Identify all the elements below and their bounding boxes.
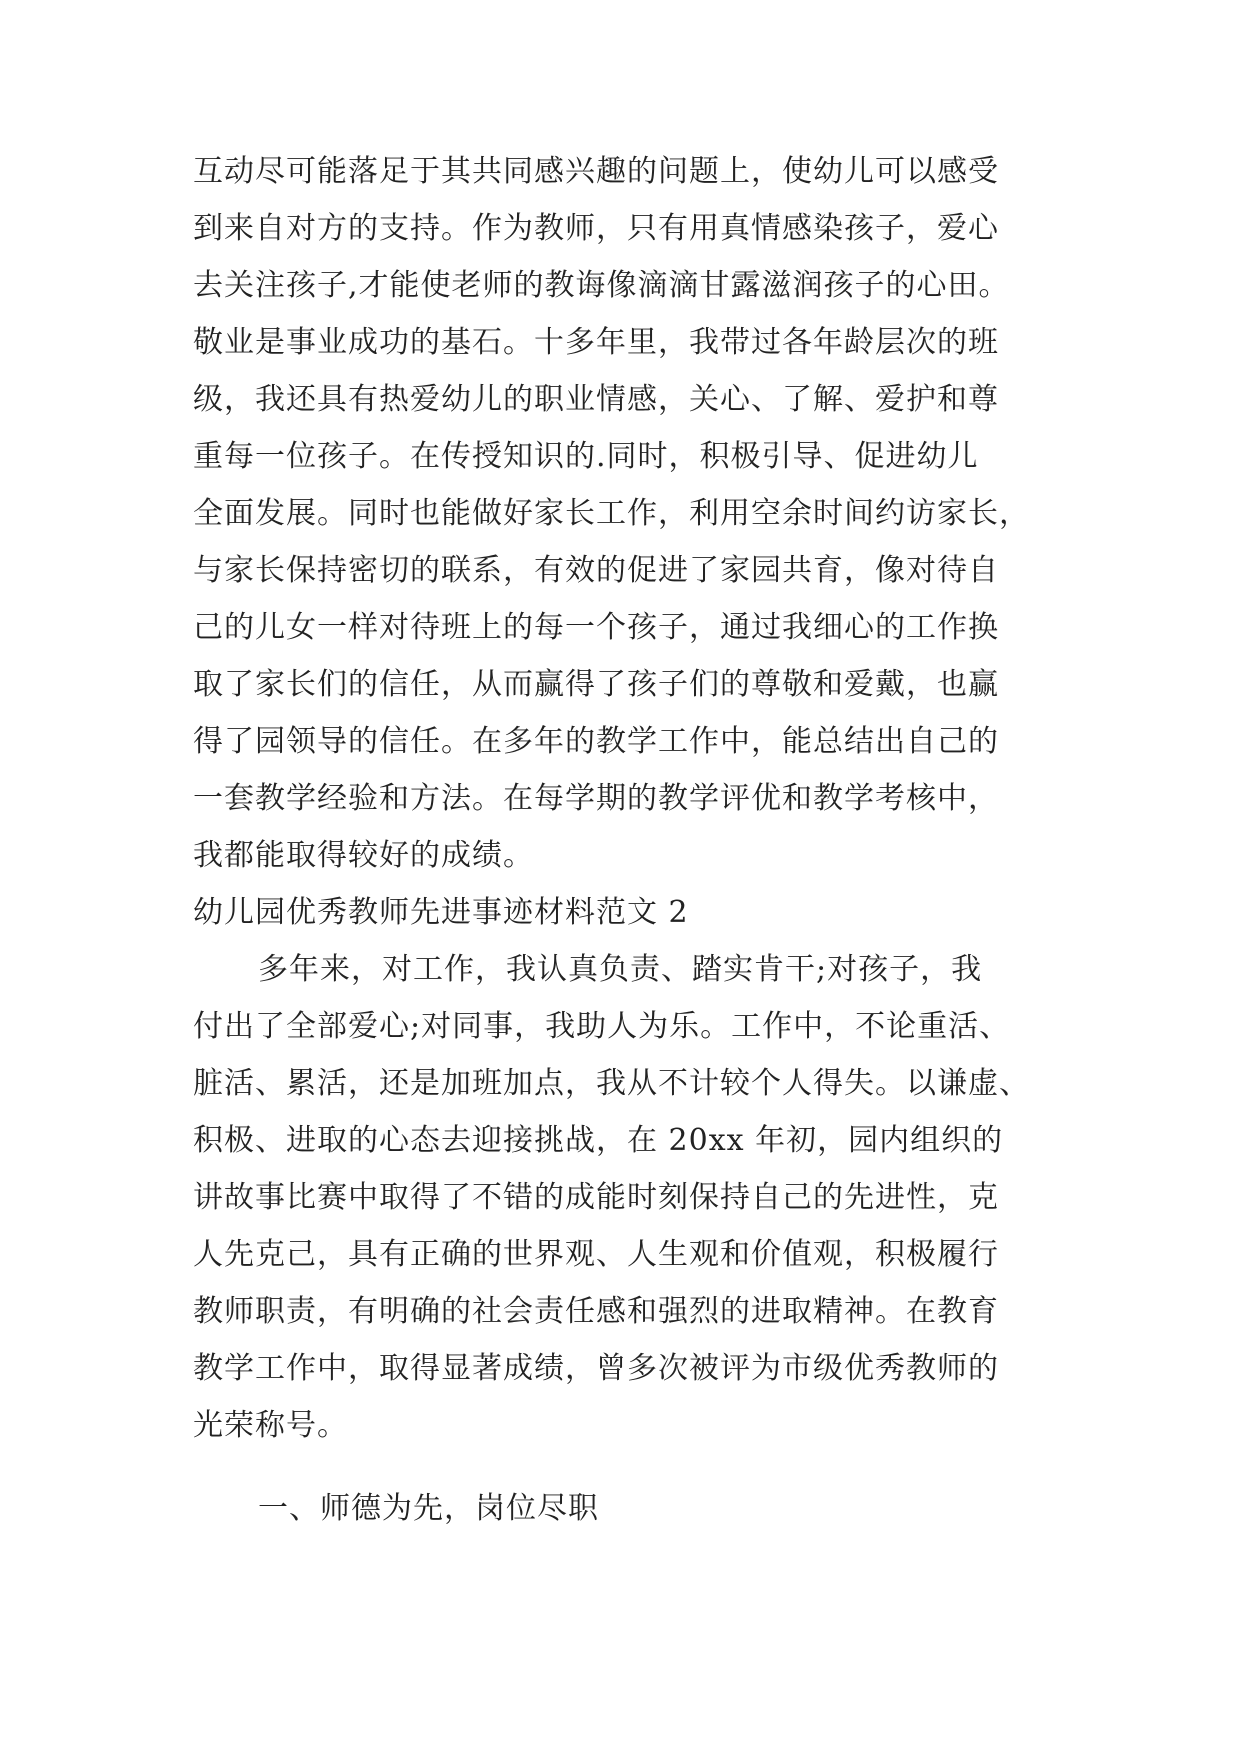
paragraph-line: 教师职责，有明确的社会责任感和强烈的进取精神。在教育 [193,1294,999,1329]
paragraph-line: 讲故事比赛中取得了不错的成能时刻保持自己的先进性，克 [193,1180,999,1215]
subheading: 一、师德为先，岗位尽职 [258,1491,599,1526]
paragraph-line: 人先克己，具有正确的世界观、人生观和价值观，积极履行 [193,1237,999,1272]
section-title: 幼儿园优秀教师先进事迹材料范文 2 [193,895,689,930]
paragraph-line: 光荣称号。 [193,1408,348,1443]
paragraph-line: 重每一位孩子。在传授知识的.同时，积极引导、促进幼儿 [193,439,979,474]
paragraph-line: 教学工作中，取得显著成绩，曾多次被评为市级优秀教师的 [193,1351,999,1386]
paragraph-line: 得了园领导的信任。在多年的教学工作中，能总结出自己的 [193,724,999,759]
paragraph-line: 付出了全部爱心;对同事，我助人为乐。工作中，不论重活、 [193,1009,1011,1044]
paragraph-line: 级，我还具有热爱幼儿的职业情感，关心、了解、爱护和尊 [193,382,999,417]
paragraph-line: 积极、进取的心态去迎接挑战，在 20xx 年初，园内组织的 [193,1123,1004,1158]
paragraph-line: 与家长保持密切的联系，有效的促进了家园共育，像对待自 [193,553,999,588]
paragraph-line: 到来自对方的支持。作为教师，只有用真情感染孩子，爱心 [193,211,999,246]
paragraph-line: 多年来，对工作，我认真负责、踏实肯干;对孩子，我 [258,952,983,987]
paragraph-line: 己的儿女一样对待班上的每一个孩子，通过我细心的工作换 [193,610,999,645]
paragraph-line: 我都能取得较好的成绩。 [193,838,534,873]
paragraph-line: 去关注孩子,才能使老师的教诲像滴滴甘露滋润孩子的心田。 [193,268,1010,303]
paragraph-line: 全面发展。同时也能做好家长工作，利用空余时间约访家长， [193,496,1030,531]
paragraph-line: 脏活、累活，还是加班加点，我从不计较个人得失。以谦虚、 [193,1066,1030,1101]
paragraph-line: 互动尽可能落足于其共同感兴趣的问题上，使幼儿可以感受 [193,154,999,189]
paragraph-line: 取了家长们的信任，从而赢得了孩子们的尊敬和爱戴，也赢 [193,667,999,702]
paragraph-line: 敬业是事业成功的基石。十多年里，我带过各年龄层次的班 [193,325,999,360]
paragraph-line: 一套教学经验和方法。在每学期的教学评优和教学考核中， [193,781,999,816]
